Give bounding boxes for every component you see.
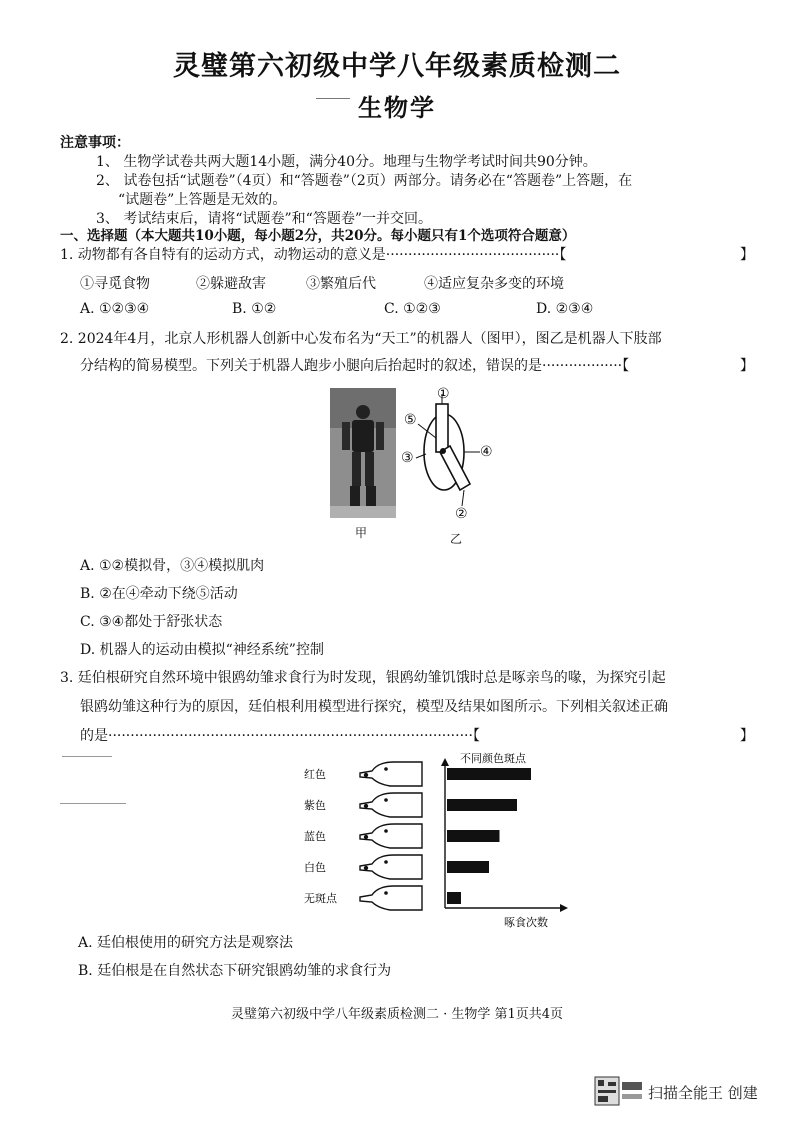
- note-1: 1、 生物学试卷共两大题14小题，满分40分。地理与生物学考试时间共90分钟。: [96, 154, 597, 170]
- exam-subject: 生物学: [358, 93, 436, 122]
- gull-head-model-icon: [360, 762, 422, 786]
- bar: [447, 830, 500, 842]
- q2-option-a: A. ①②模拟骨，③④模拟肌肉: [80, 558, 265, 574]
- q1-item-1: ①寻觅食物: [80, 276, 150, 292]
- gull-head-model-icon: [360, 855, 422, 879]
- q2-option-d: D. 机器人的运动由模拟“神经系统”控制: [80, 642, 324, 658]
- category-label: 红色: [304, 768, 326, 781]
- y-axis-arrow: [441, 758, 449, 766]
- bar: [447, 768, 531, 780]
- x-axis-arrow: [560, 904, 568, 912]
- marker-3: ③: [401, 450, 414, 466]
- category-label: 白色: [304, 861, 326, 874]
- fig-label-a: 甲: [355, 526, 368, 540]
- notes-heading: 注意事项：: [60, 135, 130, 151]
- q1-item-4: ④适应复杂多变的环境: [424, 276, 564, 292]
- margin-dash-2: [60, 803, 126, 804]
- bar: [447, 892, 461, 904]
- note-2: 2、 试卷包括“试题卷”（4页）和“答题卷”（2页）两部分。请务必在“答题卷”上答题，在: [96, 173, 633, 189]
- q2-bracket-close: 】: [740, 358, 754, 374]
- q1-stem: 1. 动物都有各自特有的运动方式，动物运动的意义是·······································【: [60, 247, 567, 263]
- robot-photo: [330, 388, 396, 518]
- series-label: 不同颜色斑点: [460, 752, 526, 765]
- robot-figure-icon: [330, 388, 396, 518]
- note-2-cont: “试题卷”上答题是无效的。: [118, 192, 287, 208]
- q3-bracket-close: 】: [740, 728, 754, 744]
- gull-head-model-icon: [360, 824, 422, 848]
- marker-5: ⑤: [404, 412, 417, 428]
- exam-title: 灵璧第六初级中学八年级素质检测二: [173, 51, 621, 82]
- q3-stem-line2: 银鸥幼雏这种行为的原因，廷伯根利用模型进行探究，模型及结果如图所示。下列相关叙述正确: [80, 699, 668, 715]
- category-label: 无斑点: [304, 892, 337, 905]
- q3-option-a: A. 廷伯根使用的研究方法是观察法: [78, 935, 294, 951]
- margin-dash-1: [62, 756, 112, 757]
- page-footer: 灵璧第六初级中学八年级素质检测二 · 生物学 第1页共4页: [230, 1007, 564, 1022]
- gull-head-model-icon: [360, 793, 422, 817]
- scanner-stamp-text: 扫描全能王 创建: [648, 1084, 758, 1102]
- bar: [447, 799, 517, 811]
- q1-option-d: D. ②③④: [536, 301, 594, 317]
- q2-stem-line2: 分结构的简易模型。下列关于机器人跑步小腿向后抬起时的叙述，错误的是··················【: [80, 358, 630, 374]
- q1-item-2: ②躲避敌害: [196, 276, 266, 292]
- q2-option-c: C. ③④都处于舒张状态: [80, 614, 223, 630]
- pecking-chart-svg: [290, 750, 580, 932]
- x-axis-label: 啄食次数: [504, 916, 548, 929]
- category-label: 紫色: [304, 799, 326, 812]
- gull-head-model-icon: [360, 886, 422, 910]
- pecking-chart: [290, 750, 580, 932]
- marker-1: ①: [437, 386, 450, 402]
- bar: [447, 861, 489, 873]
- q2-option-b: B. ②在④牵动下绕⑤活动: [80, 586, 238, 602]
- scanner-logo: [594, 1076, 644, 1106]
- category-label: 蓝色: [304, 830, 326, 843]
- q1-option-c: C. ①②③: [384, 301, 441, 317]
- q3-stem-line3: 的是··················································································【: [80, 728, 480, 744]
- marker-4: ④: [480, 444, 493, 460]
- qr-logo-icon: [594, 1076, 644, 1106]
- section-heading: 一、选择题（本大题共10小题，每小题2分，共20分。每小题只有1个选项符合题意）: [60, 228, 576, 244]
- marker-2: ②: [455, 506, 468, 522]
- q1-option-a: A. ①②③④: [80, 301, 150, 317]
- title-dash: [316, 98, 350, 99]
- q1-item-3: ③繁殖后代: [306, 276, 376, 292]
- q1-bracket-close: 】: [740, 247, 754, 263]
- q2-stem-line1: 2. 2024年4月，北京人形机器人创新中心发布名为“天工”的机器人（图甲），图乙是机器人下肢部: [60, 331, 662, 347]
- fig-label-b: 乙: [450, 532, 463, 546]
- note-3: 3、 考试结束后，请将“试题卷”和“答题卷”一并交回。: [96, 211, 432, 227]
- q3-option-b: B. 廷伯根是在自然状态下研究银鸥幼雏的求食行为: [78, 963, 392, 979]
- q1-option-b: B. ①②: [232, 301, 277, 317]
- q3-stem-line1: 3. 廷伯根研究自然环境中银鸥幼雏求食行为时发现，银鸥幼雏饥饿时总是啄亲鸟的喙，为探究引起: [60, 670, 666, 686]
